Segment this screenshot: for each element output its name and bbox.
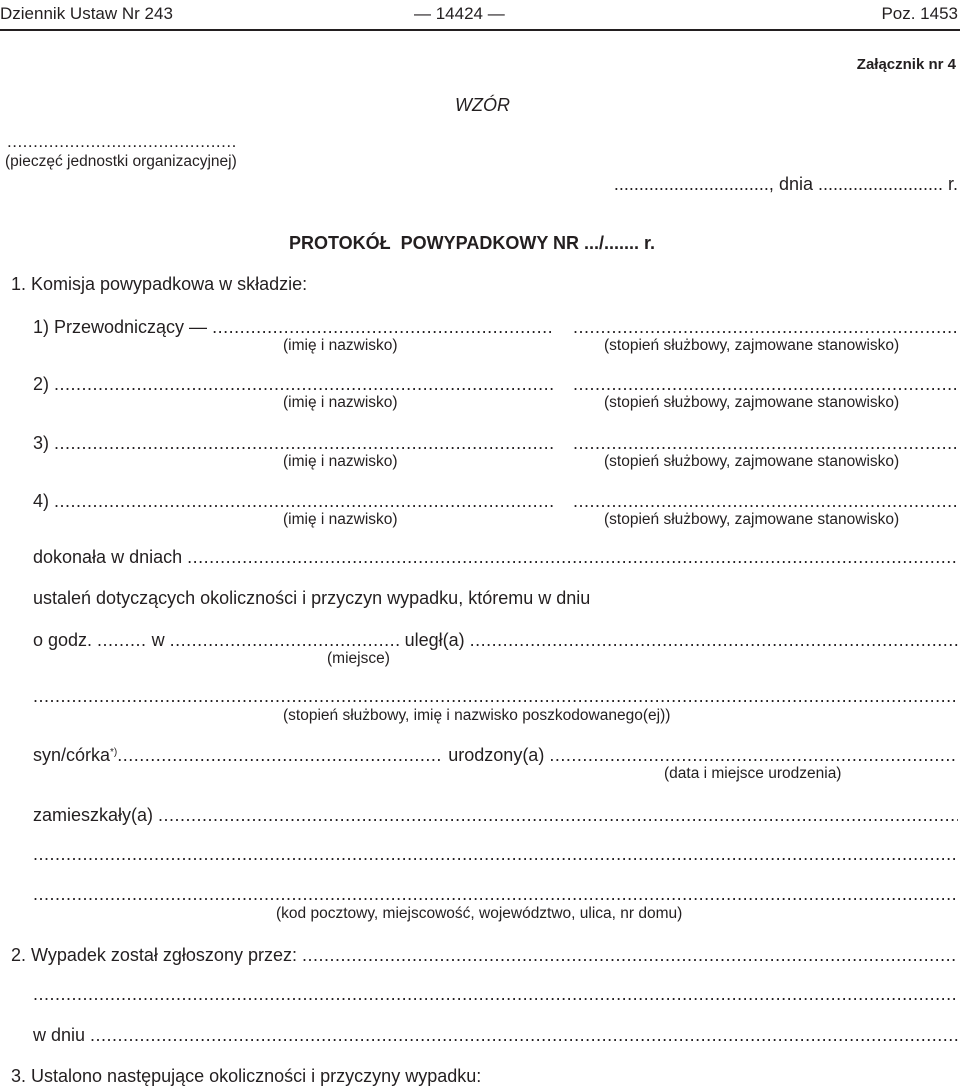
findings-text: ustaleń dotyczących okoliczności i przyczyn wypadku, któremu w dniu [33, 588, 591, 608]
hour-field[interactable]: ......... [97, 630, 147, 650]
hour-label: o godz. [33, 630, 98, 650]
child-label: syn/córka*) [33, 745, 118, 765]
residence-label: zamieszkały(a) [33, 805, 159, 825]
member2-name-caption: (imię i nazwisko) [283, 394, 398, 411]
place-date-field[interactable]: ..............................., dnia ......................... r. [613, 174, 958, 194]
reported-by-field[interactable] [11, 944, 958, 966]
investigation-days-field[interactable] [33, 546, 958, 568]
residence-field[interactable] [33, 804, 958, 826]
child-footnote: *) [110, 747, 118, 758]
header-rule [0, 29, 960, 31]
member1-label: 1) Przewodniczący — [33, 317, 213, 337]
born-label: urodzony(a) [443, 745, 550, 765]
address-line3-field[interactable] [33, 883, 958, 905]
born-caption: (data i miejsce urodzenia) [664, 765, 842, 782]
on-day-label: w dniu [33, 1025, 91, 1045]
member1-name-caption: (imię i nazwisko) [283, 337, 398, 354]
child-born-row [33, 744, 958, 766]
member1-rank-field[interactable] [573, 316, 958, 338]
page-number: — 14424 — [414, 4, 505, 23]
template-label: WZÓR [455, 95, 510, 115]
place-field[interactable] [170, 629, 400, 651]
item-position: Poz. 1453 [881, 4, 958, 23]
journal-title: Dziennik Ustaw Nr 243 [0, 4, 173, 23]
section3-heading: 3. Ustalono następujące okoliczności i przyczyny wypadku: [11, 1066, 482, 1086]
section1-heading: 1. Komisja powypadkowa w składzie: [11, 274, 308, 294]
member4-label: 4) [33, 491, 55, 511]
page-title: PROTOKÓŁ POWYPADKOWY NR .../....... r. [289, 233, 656, 253]
member4-rank-field[interactable] [573, 490, 958, 512]
member3-name-caption: (imię i nazwisko) [283, 453, 398, 470]
member4-name-caption: (imię i nazwisko) [283, 511, 398, 528]
member3-rank-caption: (stopień służbowy, zajmowane stanowisko) [604, 453, 900, 470]
reported-by-line2-field[interactable] [33, 983, 958, 1005]
place-caption: (miejsce) [327, 650, 390, 667]
member2-rank-caption: (stopień służbowy, zajmowane stanowisko) [604, 394, 900, 411]
member1-name-field[interactable] [33, 316, 553, 338]
reported-on-day-field[interactable] [33, 1024, 958, 1046]
stamp-caption: (pieczęć jednostki organizacyjnej) [5, 153, 237, 170]
member2-label: 2) [33, 374, 55, 394]
member4-rank-caption: (stopień służbowy, zajmowane stanowisko) [604, 511, 900, 528]
days-label: dokonała w dniach [33, 547, 188, 567]
stamp-field[interactable]: ............................................ [7, 132, 237, 151]
member3-rank-field[interactable] [573, 432, 958, 454]
member1-rank-caption: (stopień służbowy, zajmowane stanowisko) [604, 337, 900, 354]
suffered-label: uległ(a) [399, 630, 470, 650]
accident-time-place-row [33, 629, 958, 651]
section2-heading: 2. Wypadek został zgłoszony przez: [11, 945, 302, 965]
suffered-field[interactable] [470, 629, 958, 651]
address-line2-field[interactable] [33, 843, 958, 865]
born-field[interactable] [549, 744, 958, 766]
member2-rank-field[interactable] [573, 373, 958, 395]
annex-label: Załącznik nr 4 [856, 56, 956, 73]
victim-field[interactable] [33, 685, 958, 707]
place-label: w [146, 630, 170, 650]
member4-name-field[interactable] [33, 490, 553, 512]
member3-name-field[interactable] [33, 432, 553, 454]
member3-label: 3) [33, 433, 55, 453]
victim-caption: (stopień służbowy, imię i nazwisko poszkodowanego(ej)) [283, 707, 671, 724]
member2-name-field[interactable] [33, 373, 553, 395]
parent-field[interactable] [117, 744, 443, 766]
address-caption: (kod pocztowy, miejscowość, województwo, ulica, nr domu) [276, 905, 683, 922]
